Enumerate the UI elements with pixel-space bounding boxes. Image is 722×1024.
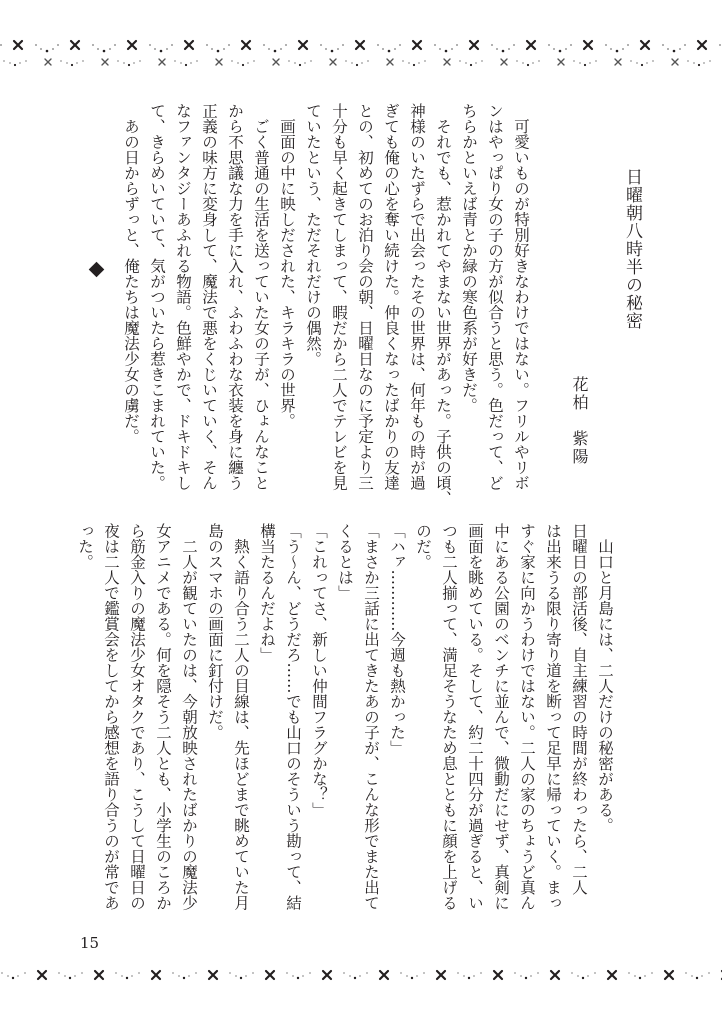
- text-line: 可愛いものが特別好きなわけではない。フリルやリボ: [512, 103, 530, 491]
- text-line: 中にある公園のベンチに並んで、微動だにせず、真剣に: [492, 523, 510, 911]
- text-line: 女アニメである。何を隠そう二人とも、小学生のころか: [154, 523, 172, 911]
- text-line: った。: [76, 523, 94, 570]
- text-line: つも二人揃って、満足そうなため息とともに顔を上げる: [440, 523, 458, 911]
- text-line: 正義の味方に変身して、魔法で悪をくじいていく、そん: [200, 103, 218, 491]
- text-line: 島のスマホの画面に釘付けだ。: [206, 523, 224, 740]
- text-line: ちらかといえば青とか緑の寒色系が好きだ。: [460, 103, 478, 413]
- text-line: すぐ家に向かうわけではない。二人の家のちょうど真ん: [518, 523, 536, 911]
- bottom-decorative-border: [0, 960, 722, 990]
- text-line: のだ。: [414, 523, 432, 570]
- text-line: 「まさか三話に出てきたあの子が、こんな形でまた出て: [362, 523, 380, 911]
- text-line: ら筋金入りの魔法少女オタクであり、こうして日曜日の: [128, 523, 146, 911]
- text-block-top: [118, 103, 534, 506]
- text-line: 十分も早く起きてしまって、暇だから二人でテレビを見: [330, 103, 348, 491]
- text-line: ンはやっぱり女の子の方が似合うと思う。色だって、ど: [486, 103, 504, 491]
- top-decorative-border: [0, 30, 722, 75]
- text-line: あの日からずっと、俺たちは魔法少女の虜だ。: [122, 103, 140, 444]
- text-line: 「これってさ、新しい仲間フラグかな？」: [310, 523, 328, 818]
- text-line: 神様のいたずらで出会ったその世界は、何年もの時が過: [408, 103, 426, 491]
- story-title: 日曜朝八時半の秘密: [622, 168, 642, 330]
- text-line: 構当たるんだよね」: [258, 523, 276, 663]
- text-line: 「う〜ん、どうだろ……でも山口のそういう勘って、結: [284, 523, 302, 911]
- text-block-bottom: [72, 523, 618, 923]
- text-line: なファンタジーあふれる物語。色鮮やかで、ドキドキし: [174, 103, 192, 491]
- page-number: 15: [80, 934, 100, 952]
- text-line: くるとは」: [336, 523, 354, 601]
- text-line: 「ハァ…………今週も熱かった」: [388, 523, 406, 756]
- text-line: ごく普通の生活を送っていた女の子が、ひょんなこと: [252, 103, 270, 491]
- text-line: それでも、惹かれてやまない世界があった。子供の頃、: [434, 103, 452, 506]
- text-line: 夜は二人で鑑賞会をしてから感想を語り合うのが常であ: [102, 523, 120, 911]
- text-line: ぎても俺の心を奪い続けた。仲良くなったばかりの友達: [382, 103, 400, 491]
- text-line: 画面を眺めている。そして、約二十四分が過ぎると、い: [466, 523, 484, 911]
- text-line: との、初めてのお泊り会の朝、日曜日なのに予定より三: [356, 103, 374, 491]
- text-line: から不思議な力を手に入れ、ふわふわな衣装を身に纏う: [226, 103, 244, 491]
- story-author: 花柏 紫陽: [570, 376, 589, 466]
- text-line: て、きらめいていて、気がついたら惹きこまれていた。: [148, 103, 166, 491]
- text-line: 日曜日の部活後、自主練習の時間が終わったら、二人: [570, 523, 588, 895]
- text-line: は出来うる限り寄り道を断って足早に帰っていく。まっ: [544, 523, 562, 911]
- text-line: 二人が観ていたのは、今朝放映されたばかりの魔法少: [180, 523, 198, 911]
- text-line: 熱く語り合う二人の目線は、先ほどまで眺めていた月: [232, 523, 250, 911]
- text-line: ていたという、ただそれだけの偶然。: [304, 103, 322, 367]
- section-break-diamond-icon: [89, 262, 105, 278]
- text-line: 山口と月島には、二人だけの秘密がある。: [596, 523, 614, 833]
- text-line: 画面の中に映しだされた、キラキラの世界。: [278, 103, 296, 429]
